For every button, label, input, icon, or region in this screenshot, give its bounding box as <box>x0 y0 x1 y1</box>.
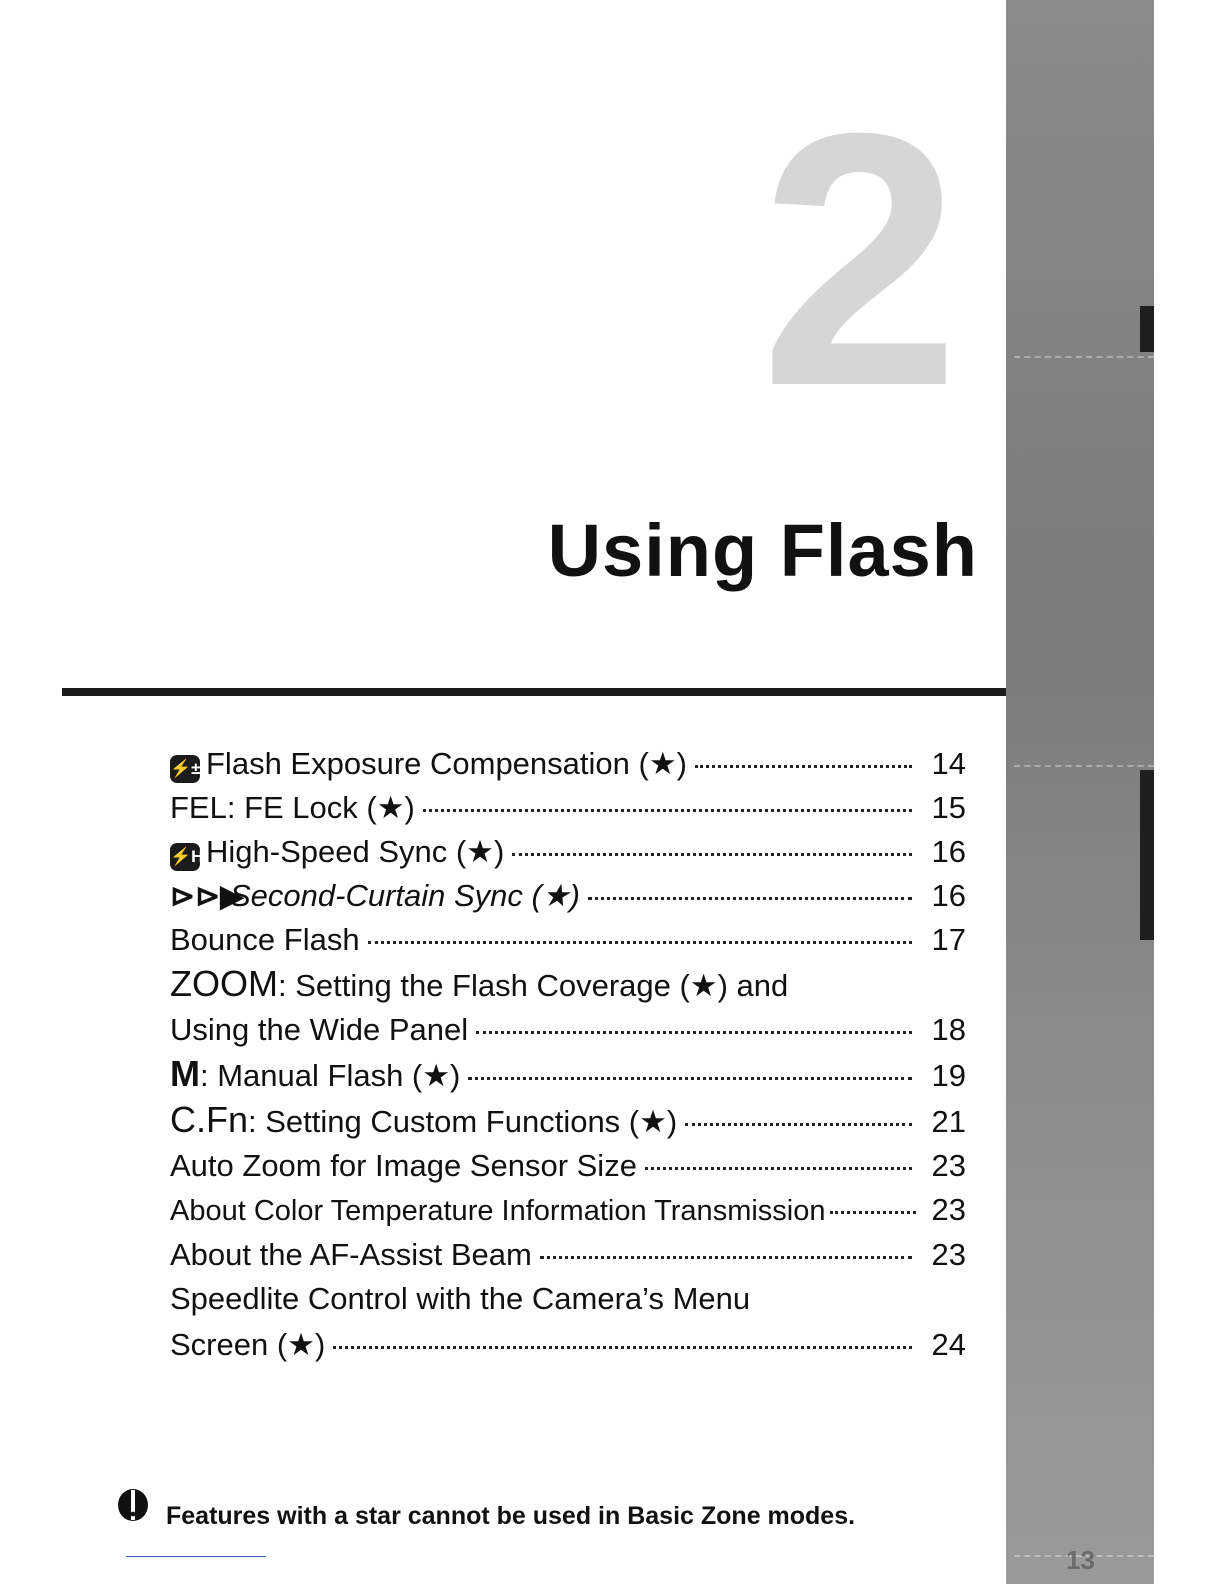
toc-leader <box>588 897 912 900</box>
toc-entry-label: Second-Curtain Sync (★) <box>230 878 580 913</box>
toc-entry-speedlite-menu-line2[interactable] <box>170 1323 966 1367</box>
toc-leader <box>540 1256 912 1259</box>
toc-leader <box>695 765 912 768</box>
tab-divider <box>1014 765 1154 767</box>
caution-text: Features with a star cannot be used in Basic Zone modes. <box>166 1502 856 1530</box>
toc-leader <box>368 941 912 944</box>
chapter-title: Using Flash <box>547 509 978 592</box>
toc-entry-label: About the AF-Assist Beam <box>170 1237 532 1272</box>
toc-entry-prefix: ZOOM <box>170 963 278 1004</box>
tab-marker <box>1140 306 1154 352</box>
toc-page-number: 18 <box>931 1012 966 1047</box>
toc-entry-label: Flash Exposure Compensation (★) <box>206 746 687 781</box>
toc-entry-prefix: M <box>170 1053 200 1094</box>
toc-entry-auto-zoom[interactable] <box>170 1144 966 1188</box>
toc-leader <box>830 1211 917 1214</box>
chapter-number: 2 <box>759 59 961 461</box>
tab-marker <box>1140 770 1154 940</box>
toc-leader <box>333 1346 912 1349</box>
toc-leader <box>645 1167 912 1170</box>
toc-entry-high-speed-sync[interactable] <box>170 830 966 874</box>
toc-entry-manual-flash[interactable] <box>170 1052 966 1098</box>
page-number: 13 <box>1066 1545 1095 1575</box>
tab-divider <box>1014 356 1154 358</box>
toc-page-number: 23 <box>931 1148 966 1183</box>
toc-page-number: 23 <box>931 1192 966 1227</box>
toc-entry-zoom-line1[interactable] <box>170 962 966 1008</box>
toc-page-number: 19 <box>931 1058 966 1093</box>
toc-page-number: 24 <box>931 1327 966 1362</box>
toc-entry-label: About Color Temperature Information Transmission <box>170 1195 826 1227</box>
toc-page-number: 16 <box>931 834 966 869</box>
caution-icon <box>116 1488 150 1522</box>
toc-page-number: 15 <box>931 790 966 825</box>
toc-entry-af-assist-beam[interactable] <box>170 1233 966 1277</box>
toc-leader <box>468 1077 912 1080</box>
toc-entry-label: Using the Wide Panel <box>170 1012 469 1047</box>
toc-entry-zoom-line2[interactable] <box>170 1008 966 1052</box>
toc-entry-prefix: FEL <box>170 790 227 825</box>
toc-entry-label: : Manual Flash (★) <box>200 1058 461 1093</box>
toc-entry-flash-exposure-compensation[interactable] <box>170 742 966 786</box>
toc-entry-label: : Setting the Flash Coverage (★) and <box>277 968 789 1003</box>
toc-entry-color-temperature[interactable] <box>170 1188 966 1233</box>
toc-entry-label: Screen (★) <box>170 1327 326 1362</box>
toc-entry-custom-functions[interactable] <box>170 1098 966 1144</box>
chapter-side-tab <box>1006 0 1154 1584</box>
toc-leader <box>512 853 912 856</box>
toc-entry-label: : FE Lock (★) <box>226 790 415 825</box>
toc-leader <box>423 809 912 812</box>
title-rule <box>62 688 1006 696</box>
toc-entry-speedlite-menu-line1[interactable] <box>170 1277 966 1323</box>
toc-entry-label: Bounce Flash <box>170 922 360 957</box>
caution-note <box>116 1478 855 1531</box>
flash-exposure-compensation-icon: ⚡± <box>170 755 200 783</box>
toc-leader <box>685 1123 912 1126</box>
toc-entry-fe-lock[interactable] <box>170 786 966 830</box>
toc-entry-second-curtain-sync[interactable] <box>170 874 966 918</box>
toc-entry-bounce-flash[interactable] <box>170 918 966 962</box>
table-of-contents <box>170 742 966 1367</box>
toc-entry-label: : Setting Custom Functions (★) <box>248 1104 678 1139</box>
toc-entry-label: Speedlite Control with the Camera’s Menu <box>170 1281 751 1316</box>
toc-entry-prefix: C.Fn <box>170 1099 249 1140</box>
toc-page-number: 14 <box>931 746 966 781</box>
toc-page-number: 21 <box>931 1104 966 1139</box>
toc-entry-label: High-Speed Sync (★) <box>206 834 505 869</box>
toc-entry-label: Auto Zoom for Image Sensor Size <box>170 1148 637 1183</box>
second-curtain-sync-icon: ⊳⊳▶ <box>170 880 244 913</box>
toc-page-number: 23 <box>931 1237 966 1272</box>
toc-leader <box>476 1031 912 1034</box>
toc-page-number: 16 <box>931 878 966 913</box>
high-speed-sync-icon: ⚡H <box>170 843 200 871</box>
footer-rule <box>126 1556 266 1557</box>
toc-page-number: 17 <box>931 922 966 957</box>
